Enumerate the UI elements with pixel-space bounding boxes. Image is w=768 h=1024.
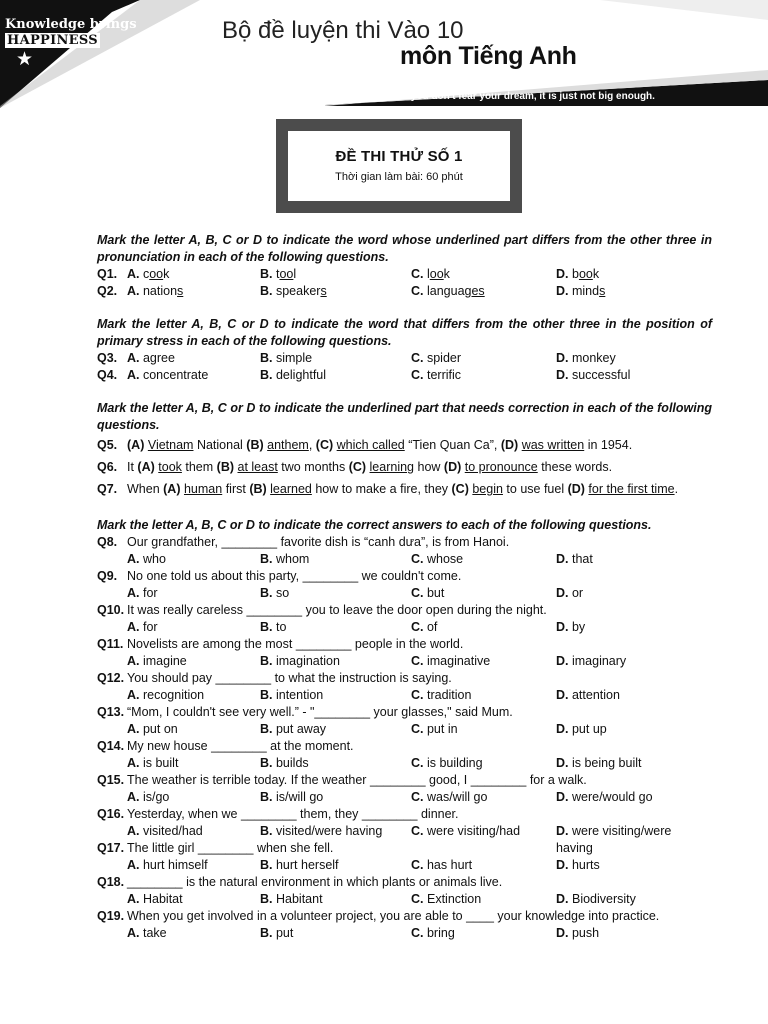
question-number: Q10. xyxy=(97,603,125,617)
question-text: ________ is the natural environment in which plants or animals live. xyxy=(127,875,503,889)
option-text-post: l xyxy=(293,267,297,281)
option-a xyxy=(127,551,260,568)
option-text: by xyxy=(571,620,586,634)
question-text: The little girl ________ when she fell. xyxy=(127,841,334,855)
option-text: tradition xyxy=(426,688,472,702)
option-text-pre: t xyxy=(275,267,280,281)
option-label: A. xyxy=(127,586,140,600)
option-label: A. xyxy=(127,368,140,382)
question-text: No one told us about this party, ________ we couldn't come. xyxy=(127,569,462,583)
option-c xyxy=(411,350,556,367)
option-label: A. xyxy=(127,284,140,298)
answer-options xyxy=(97,891,712,908)
question-number: Q12. xyxy=(97,671,125,685)
option-text: that xyxy=(571,552,593,566)
option-label: C. xyxy=(411,722,424,736)
option-label: D. xyxy=(556,368,569,382)
option-underlined-part: s xyxy=(599,284,606,298)
option-label: A. xyxy=(127,790,140,804)
option-text-pre: c xyxy=(142,267,150,281)
option-label: B. xyxy=(260,892,273,906)
question-number: Q13. xyxy=(97,705,125,719)
question-stem xyxy=(97,568,712,585)
question-stem xyxy=(97,670,712,687)
option-a xyxy=(127,619,260,636)
option-text: push xyxy=(571,926,600,940)
option-label: C. xyxy=(411,620,424,634)
question-text: (A) Vietnam National (B) anthem, (C) which called “Tien Quan Ca”, (D) was written in 1954. xyxy=(127,438,633,452)
option-b xyxy=(260,857,411,874)
question-text: Novelists are among the most ________ people in the world. xyxy=(127,637,464,651)
option-c xyxy=(411,551,556,568)
answer-options xyxy=(97,755,712,772)
option-text: concentrate xyxy=(142,368,209,382)
option-c xyxy=(411,619,556,636)
option-label: B. xyxy=(260,552,273,566)
option-label: A. xyxy=(127,552,140,566)
option-a xyxy=(127,755,260,772)
option-d xyxy=(556,367,706,384)
exam-time: Thời gian làm bài: 60 phút xyxy=(335,171,463,183)
option-c xyxy=(411,789,556,806)
option-b xyxy=(260,367,411,384)
question-text: Our grandfather, ________ favorite dish is “canh dưa”, is from Hanoi. xyxy=(127,535,510,549)
option-d xyxy=(556,755,706,772)
option-text: agree xyxy=(142,351,175,365)
option-d xyxy=(556,687,706,704)
stress-questions xyxy=(97,350,712,384)
option-text: hurt himself xyxy=(142,858,208,872)
option-a xyxy=(127,721,260,738)
option-b xyxy=(260,891,411,908)
option-label: A. xyxy=(127,722,140,736)
option-text: Extinction xyxy=(426,892,482,906)
question-text: You should pay ________ to what the instruction is saying. xyxy=(127,671,452,685)
option-label: B. xyxy=(260,284,273,298)
option-label: C. xyxy=(411,267,424,281)
brand-line1: Knowledge brings xyxy=(5,17,137,32)
option-underlined-part: s xyxy=(320,284,327,298)
option-text: were/would go xyxy=(571,790,653,804)
option-label: B. xyxy=(260,267,273,281)
option-text: for xyxy=(142,620,158,634)
option-text: terrific xyxy=(426,368,462,382)
option-b xyxy=(260,283,411,300)
option-d xyxy=(556,619,706,636)
option-text: has hurt xyxy=(426,858,473,872)
option-c xyxy=(411,367,556,384)
question-stem xyxy=(97,806,712,823)
option-label: A. xyxy=(127,351,140,365)
option-b xyxy=(260,350,411,367)
brand-logo xyxy=(5,17,137,48)
option-label: A. xyxy=(127,892,140,906)
question-q7 xyxy=(67,478,712,500)
option-label: B. xyxy=(260,351,273,365)
option-label: C. xyxy=(411,586,424,600)
option-underlined-part: s xyxy=(177,284,184,298)
option-text: was/will go xyxy=(426,790,488,804)
option-text: of xyxy=(426,620,438,634)
option-a xyxy=(127,266,260,283)
option-label: D. xyxy=(556,892,569,906)
option-text-pre: l xyxy=(426,267,430,281)
option-a xyxy=(127,857,260,874)
question-stem xyxy=(97,636,712,653)
option-text: is built xyxy=(142,756,179,770)
option-a xyxy=(127,925,260,942)
option-a xyxy=(127,350,260,367)
answer-options xyxy=(97,857,712,874)
option-a xyxy=(127,283,260,300)
option-text-post: k xyxy=(592,267,600,281)
option-label: C. xyxy=(411,284,424,298)
option-b xyxy=(260,266,411,283)
option-label: B. xyxy=(260,688,273,702)
option-label: D. xyxy=(556,756,569,770)
option-underlined-part: oo xyxy=(149,267,164,281)
option-label: B. xyxy=(260,756,273,770)
option-label: D. xyxy=(556,926,569,940)
option-text: whose xyxy=(426,552,464,566)
option-label: D. xyxy=(556,824,569,838)
option-d xyxy=(556,551,706,568)
brand-line2: HAPPINESS xyxy=(7,33,98,48)
question-text: It (A) took them (B) at least two months (C) learning how (D) to pronounce these words. xyxy=(127,460,613,474)
option-c xyxy=(411,266,556,283)
option-label: C. xyxy=(411,688,424,702)
question-number: Q2. xyxy=(97,284,118,298)
option-underlined-part: oo xyxy=(279,267,294,281)
question-number: Q14. xyxy=(97,739,125,753)
option-label: D. xyxy=(556,790,569,804)
option-label: C. xyxy=(411,552,424,566)
question-stem xyxy=(97,840,712,857)
question-number: Q4. xyxy=(97,368,118,382)
option-a xyxy=(127,585,260,602)
option-text-pre: nation xyxy=(142,284,178,298)
option-d xyxy=(556,789,706,806)
option-text: but xyxy=(426,586,445,600)
question-row xyxy=(97,266,712,283)
answer-options xyxy=(97,925,712,942)
option-label: B. xyxy=(260,926,273,940)
option-c xyxy=(411,823,556,840)
option-label: D. xyxy=(556,654,569,668)
option-c xyxy=(411,755,556,772)
answer-options xyxy=(97,687,712,704)
motto: If you don't fear your dream, it is just not big enough. xyxy=(402,91,655,102)
option-label: C. xyxy=(411,351,424,365)
question-row xyxy=(97,283,712,300)
option-text: bring xyxy=(426,926,455,940)
question-stem xyxy=(97,874,712,891)
option-label: B. xyxy=(260,824,273,838)
option-label: C. xyxy=(411,368,424,382)
answer-options xyxy=(97,619,712,636)
option-label: C. xyxy=(411,926,424,940)
option-text: put on xyxy=(142,722,178,736)
option-label: C. xyxy=(411,892,424,906)
option-b xyxy=(260,789,411,806)
option-label: B. xyxy=(260,722,273,736)
option-d xyxy=(556,653,706,670)
pronunciation-questions xyxy=(97,266,712,300)
option-text: put up xyxy=(571,722,607,736)
option-b xyxy=(260,653,411,670)
option-label: A. xyxy=(127,824,140,838)
option-b xyxy=(260,585,411,602)
question-text: My new house ________ at the moment. xyxy=(127,739,354,753)
option-text: imagination xyxy=(275,654,340,668)
instruction-stress: Mark the letter A, B, C or D to indicate the word that differs from the other three in the position of primary stress in each of the following questions. xyxy=(97,317,712,348)
option-underlined-part: es xyxy=(471,284,485,298)
question-number: Q3. xyxy=(97,351,118,365)
option-text: visited/had xyxy=(142,824,203,838)
option-b xyxy=(260,925,411,942)
option-b xyxy=(260,823,411,840)
exam-title: ĐỀ THI THỬ SỐ 1 xyxy=(335,148,463,165)
option-text: Biodiversity xyxy=(571,892,636,906)
option-d xyxy=(556,857,706,874)
option-label: C. xyxy=(411,756,424,770)
question-q5 xyxy=(97,434,712,456)
question-stem xyxy=(97,908,712,925)
option-label: D. xyxy=(556,586,569,600)
book-title: Bộ đề luyện thi Vào 10 xyxy=(222,17,464,44)
option-label: B. xyxy=(260,368,273,382)
option-label: A. xyxy=(127,756,140,770)
exam-content xyxy=(97,232,712,942)
answer-options xyxy=(97,551,712,568)
question-text: “Mom, I couldn't see very well.” - "________ your glasses," said Mum. xyxy=(127,705,513,719)
question-number: Q8. xyxy=(97,535,118,549)
option-label: D. xyxy=(556,351,569,365)
option-b xyxy=(260,551,411,568)
option-text: imagine xyxy=(142,654,187,668)
option-text: were visiting/had xyxy=(426,824,521,838)
option-d xyxy=(556,925,706,942)
option-b xyxy=(260,619,411,636)
question-text: When you get involved in a volunteer project, you are able to ____ your knowledge into practice. xyxy=(127,909,660,923)
option-d xyxy=(556,350,706,367)
option-text-post: k xyxy=(443,267,450,281)
option-label: D. xyxy=(556,858,569,872)
option-a xyxy=(127,823,260,840)
question-row xyxy=(97,367,712,384)
option-text: is/go xyxy=(142,790,170,804)
option-label: C. xyxy=(411,654,424,668)
option-text: Habitant xyxy=(275,892,323,906)
option-b xyxy=(260,687,411,704)
option-label: A. xyxy=(127,688,140,702)
option-b xyxy=(260,721,411,738)
question-stem xyxy=(97,704,712,721)
question-text: The weather is terrible today. If the weather ________ good, I ________ for a walk. xyxy=(127,773,587,787)
option-text: intention xyxy=(275,688,324,702)
question-text: Yesterday, when we ________ them, they ________ dinner. xyxy=(127,807,459,821)
option-underlined-part: oo xyxy=(578,267,593,281)
option-text: so xyxy=(275,586,290,600)
option-label: C. xyxy=(411,790,424,804)
option-text: for xyxy=(142,586,158,600)
option-label: A. xyxy=(127,858,140,872)
option-label: A. xyxy=(127,620,140,634)
question-stem xyxy=(97,602,712,619)
option-c xyxy=(411,925,556,942)
option-text: delightful xyxy=(275,368,327,382)
option-label: B. xyxy=(260,586,273,600)
answer-options xyxy=(97,721,712,738)
option-underlined-part: oo xyxy=(429,267,444,281)
option-c xyxy=(411,687,556,704)
question-number: Q1. xyxy=(97,267,118,281)
question-number: Q19. xyxy=(97,909,125,923)
option-text: who xyxy=(142,552,166,566)
book-subtitle: môn Tiếng Anh xyxy=(400,42,577,70)
option-d xyxy=(556,283,706,300)
option-text: is/will go xyxy=(275,790,324,804)
option-a xyxy=(127,891,260,908)
option-text: hurts xyxy=(571,858,600,872)
option-c xyxy=(411,891,556,908)
option-b xyxy=(260,755,411,772)
option-label: A. xyxy=(127,926,140,940)
option-text-pre: languag xyxy=(426,284,472,298)
question-text: It was really careless ________ you to leave the door open during the night. xyxy=(127,603,547,617)
option-label: D. xyxy=(556,284,569,298)
option-label: A. xyxy=(127,654,140,668)
option-text: monkey xyxy=(571,351,616,365)
question-number: Q5. xyxy=(97,438,118,452)
option-text: simple xyxy=(275,351,313,365)
option-c xyxy=(411,283,556,300)
question-stem xyxy=(97,738,712,755)
option-text: hurt herself xyxy=(275,858,339,872)
option-c xyxy=(411,585,556,602)
option-a xyxy=(127,653,260,670)
option-label: B. xyxy=(260,790,273,804)
option-text-post: k xyxy=(163,267,170,281)
header-banner xyxy=(0,0,768,108)
option-c xyxy=(411,857,556,874)
answer-options xyxy=(97,789,712,806)
option-text: whom xyxy=(275,552,310,566)
option-text: put away xyxy=(275,722,327,736)
option-label: C. xyxy=(411,858,424,872)
option-text: spider xyxy=(426,351,462,365)
option-c xyxy=(411,721,556,738)
question-row xyxy=(97,350,712,367)
option-label: C. xyxy=(411,824,424,838)
multiple-choice-questions xyxy=(97,534,712,942)
instruction-multiple-choice: Mark the letter A, B, C or D to indicate the correct answers to each of the following questions. xyxy=(97,518,652,532)
option-text: or xyxy=(571,586,584,600)
option-a xyxy=(127,789,260,806)
option-label: B. xyxy=(260,858,273,872)
option-text: is building xyxy=(426,756,483,770)
option-text: recognition xyxy=(142,688,205,702)
option-text: visited/were having xyxy=(275,824,383,838)
option-c xyxy=(411,653,556,670)
option-label: D. xyxy=(556,620,569,634)
question-stem xyxy=(97,772,712,789)
option-a xyxy=(127,687,260,704)
option-d xyxy=(556,585,706,602)
option-text: Habitat xyxy=(142,892,183,906)
option-text: were visiting/were having xyxy=(556,824,672,855)
option-label: D. xyxy=(556,688,569,702)
question-number: Q15. xyxy=(97,773,125,787)
question-number: Q6. xyxy=(97,460,118,474)
option-text: take xyxy=(142,926,167,940)
option-text: attention xyxy=(571,688,620,702)
exam-title-box xyxy=(276,119,522,213)
question-q6 xyxy=(97,456,712,478)
option-text: imaginary xyxy=(571,654,627,668)
option-text: successful xyxy=(571,368,631,382)
answer-options xyxy=(97,653,712,670)
instruction-pronunciation: Mark the letter A, B, C or D to indicate the word whose underlined part differs from the other three in pronunciation in each of the following questions. xyxy=(97,233,712,264)
option-text-pre: speaker xyxy=(275,284,321,298)
question-number: Q9. xyxy=(97,569,118,583)
question-number: Q11. xyxy=(97,637,124,651)
question-number: Q17. xyxy=(97,841,125,855)
option-text-pre: b xyxy=(571,267,579,281)
option-label: B. xyxy=(260,654,273,668)
option-text: put xyxy=(275,926,294,940)
option-d xyxy=(556,721,706,738)
star-icon: ★ xyxy=(16,49,34,70)
option-d xyxy=(556,891,706,908)
question-number: Q7. xyxy=(97,482,118,496)
question-stem xyxy=(97,534,712,551)
option-text: is being built xyxy=(571,756,642,770)
option-label: D. xyxy=(556,552,569,566)
option-text: put in xyxy=(426,722,458,736)
question-number: Q18. xyxy=(97,875,125,889)
option-label: D. xyxy=(556,267,569,281)
option-label: B. xyxy=(260,620,273,634)
instruction-correction: Mark the letter A, B, C or D to indicate the underlined part that needs correction in each of the following questions. xyxy=(97,401,712,432)
answer-options xyxy=(97,585,712,602)
option-d xyxy=(556,823,706,855)
option-text: builds xyxy=(275,756,309,770)
option-label: A. xyxy=(127,267,140,281)
option-text: imaginative xyxy=(426,654,491,668)
question-text: When (A) human first (B) learned how to make a fire, they (C) begin to use fuel (D) for the first time. xyxy=(127,482,679,496)
option-text-pre: mind xyxy=(571,284,600,298)
option-text: to xyxy=(275,620,287,634)
option-label: D. xyxy=(556,722,569,736)
option-a xyxy=(127,367,260,384)
question-number: Q16. xyxy=(97,807,125,821)
option-d xyxy=(556,266,706,283)
